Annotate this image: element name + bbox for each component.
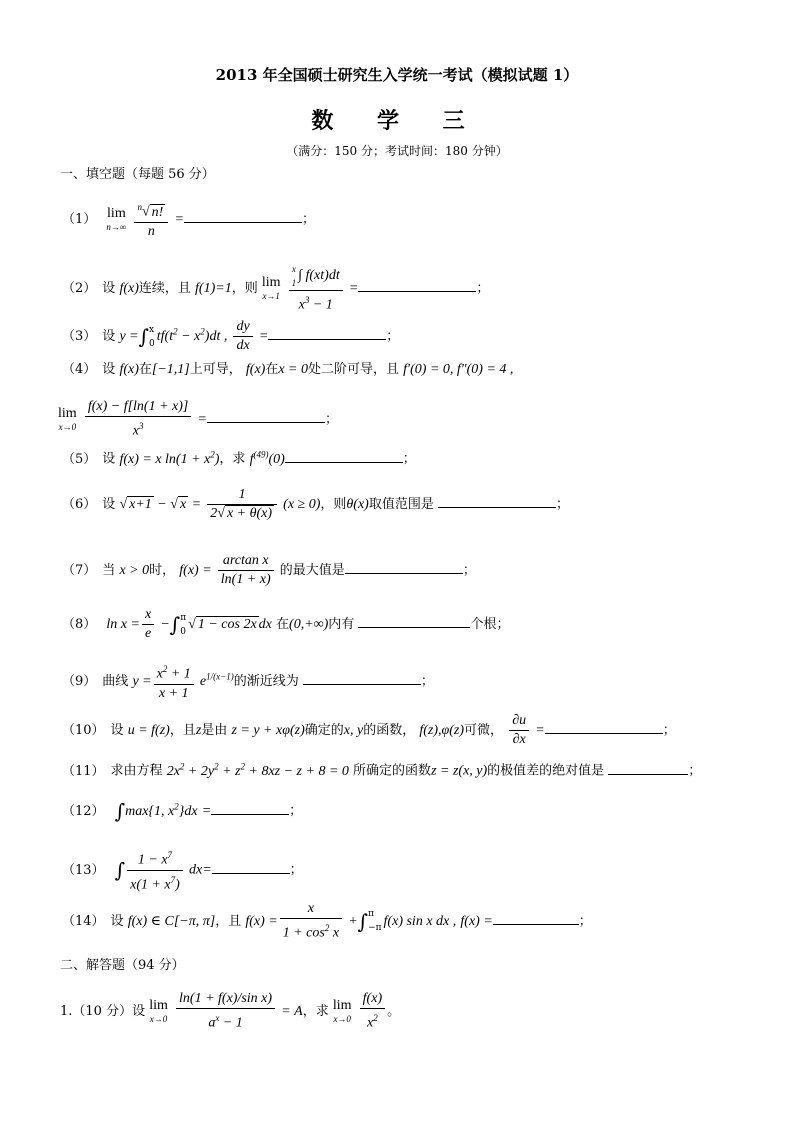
section-fill-heading: 一、填空题（每题 56 分）	[60, 167, 215, 182]
answer-blank[interactable]	[438, 495, 556, 508]
answer-blank[interactable]	[184, 210, 302, 223]
answer-blank[interactable]	[303, 672, 421, 685]
question-10: （10） 设 u = f(z)，且z是由 z = y + xφ(z)确定的x, y的函数， f(z),φ(z)可微， $\frac{\partial u}{\partial x}$ = ；	[62, 713, 676, 747]
answer-blank[interactable]	[608, 762, 688, 775]
question-7: （7） 当 x > 0时， f(x) = $\frac{\text{arctan x}}{\ln(1 + x)}$ 的最大值是 ；	[62, 553, 476, 587]
question-11: （11） 求由方程 $2x^2 + 2y^2 + z^2 + 8xz - z + 8 = 0$ 所确定的函数z = z(x, y)的极值差的绝对值是 ；	[62, 761, 702, 779]
answer-blank[interactable]	[545, 721, 663, 734]
question-8: （8） ln x = $\frac{x}{e}$ −∫ π 0 √ 1 − cos 2x dx 在(0,+∞)内有 个根；	[62, 607, 510, 641]
answer-blank[interactable]	[268, 327, 386, 340]
question-1: （1） lim n→∞ $\frac{^n√ n!}{n}$ = ；	[62, 198, 315, 241]
answer-blank[interactable]	[211, 802, 289, 815]
exam-title: 2013 年全国硕士研究生入学统一考试（模拟试题 1）	[215, 66, 579, 84]
answer-blank[interactable]	[358, 279, 476, 292]
exam-subject: 数 学 三	[311, 108, 483, 134]
question-2: （2） 设 f(x)连续，且 f(1)=1，则 lim x→1 x 1 ∫ f(xt)dt $x^3 - 1$ = ；	[62, 264, 490, 313]
answer-blank[interactable]	[345, 561, 463, 574]
answer-blank[interactable]	[207, 410, 325, 423]
answer-blank[interactable]	[358, 615, 470, 628]
question-14: （14） 设 f(x) ∈ C[−π, π]，且 f(x) = $\frac{x}{1 + \cos^2 x}$ +∫ π −π f(x) sin x dx , f(x) = ；	[62, 901, 592, 941]
section-solve-heading: 二、解答题（94 分）	[60, 958, 185, 973]
question-5: （5） 设 f(x) = x $\ln(1 + x^2)$，求 $f^{(49)}(0)$ ；	[62, 449, 416, 467]
question-9: （9） 曲线 y = $\frac{x^2 + 1}{x + 1}$ $e^{1/(x-1)}$的渐近线为 ；	[62, 660, 434, 703]
question-3: （3） 设 y =∫ x 0 $tf(t^2 - x^2)dt$ , $\frac{dy}{dx}$ = ；	[62, 319, 400, 353]
question-4-limit: lim x→0 $\frac{f(x) - f[\ln(1 + x)]}{x^3}$ = ；	[58, 399, 338, 439]
question-4: （4） 设 f(x)在[−1,1]上可导， f(x)在x = 0处二阶可导，且 f′(0) = 0, f″(0) = 4 ,	[62, 362, 514, 377]
problem-1: 1.（10 分）设 lim x→0 $\frac{\text{ln(1 + f(x)/sin x)}}{a^x - 1}$ = A，求 lim x→0 $\frac{f(x)}{x^2}$ 。	[60, 991, 401, 1031]
exam-info: （满分：150 分；考试时间：180 分钟）	[286, 144, 508, 158]
answer-blank[interactable]	[285, 450, 403, 463]
question-12: （12） ∫max{1, $x^2\}dx$ = ；	[62, 799, 303, 824]
question-13: （13） ∫ $\frac{1 - x^7}{x(1 + x^7)}$ dx= ；	[62, 846, 303, 894]
answer-blank[interactable]	[493, 912, 579, 925]
question-6: （6） 设 √ x+1 − √ x = $\frac{1}{2√ x + \theta(x)}$ (x ≥ 0)，则θ(x)取值范围是 ；	[62, 487, 569, 521]
answer-blank[interactable]	[212, 861, 290, 874]
